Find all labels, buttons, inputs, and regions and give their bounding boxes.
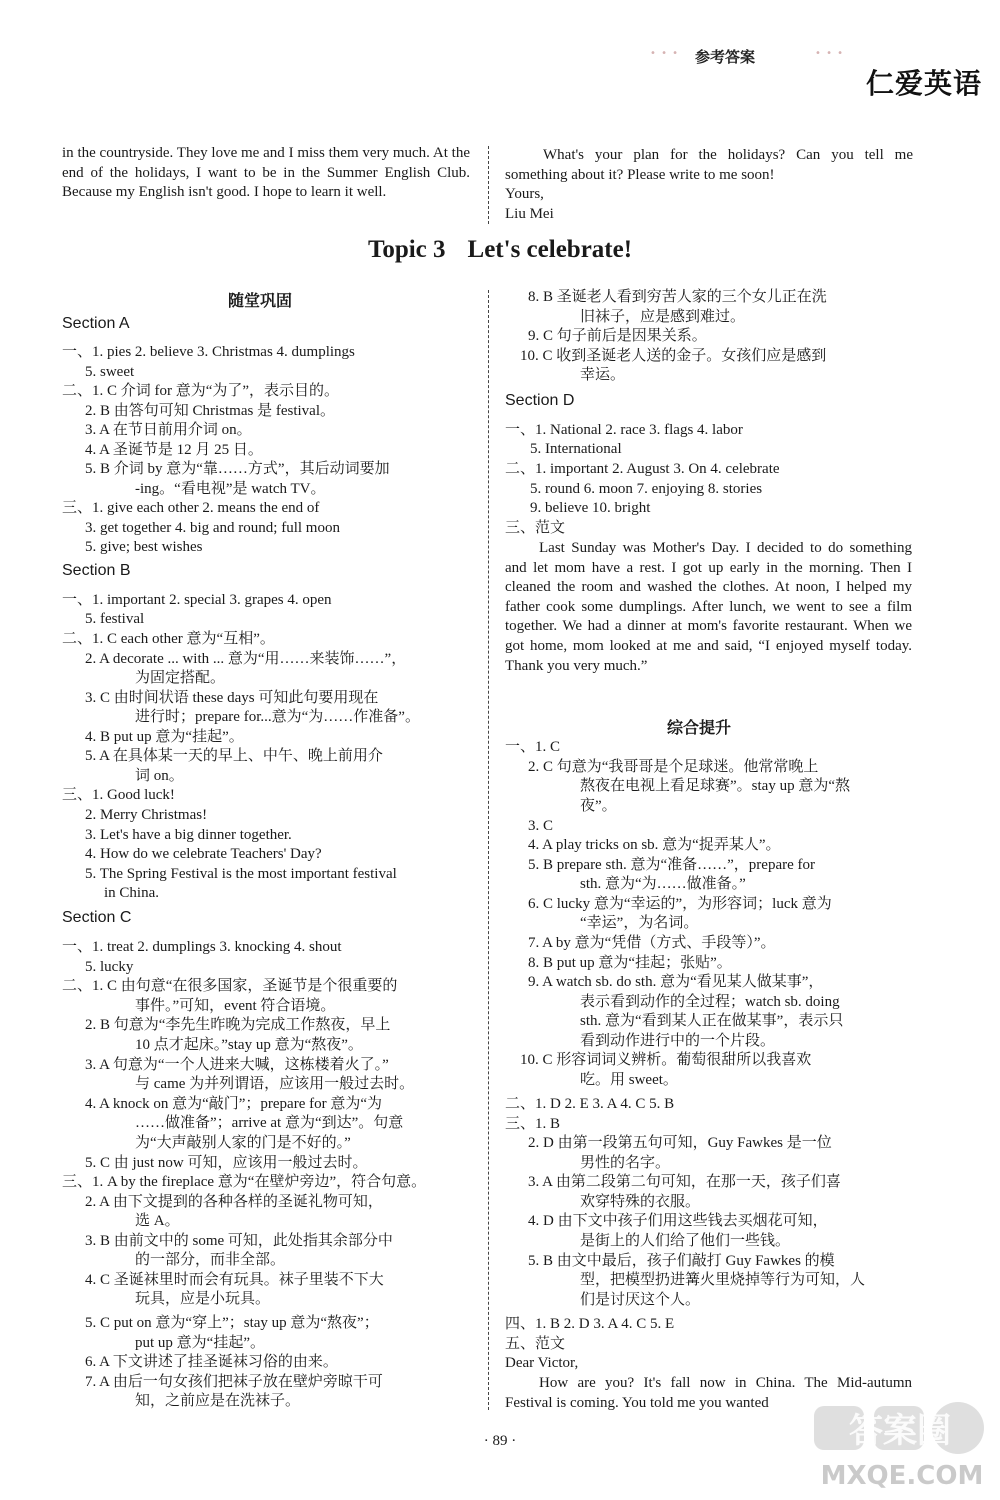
book-title: 仁爱英语 — [865, 67, 982, 100]
answer-line: 三、1. Good luck! — [62, 787, 175, 803]
answer-line: 2. D 由第一段第五句可知，Guy Fawkes 是一位 — [528, 1135, 832, 1151]
letter-closing: Yours, — [505, 186, 544, 203]
topic-name: Let's celebrate! — [467, 236, 633, 263]
answer-line: 7. A 由后一句女孩们把袜子放在壁炉旁晾干可 — [85, 1374, 383, 1390]
letter-text: What's your plan for the holidays? Can you tell me something about it? Please write to me soon! — [505, 147, 913, 183]
model-essay — [505, 539, 912, 676]
watermark-logo — [810, 1398, 995, 1493]
answer-line: 欢穿特殊的衣服。 — [580, 1194, 701, 1210]
answer-line: 进行时；prepare for...意为“为……作准备”。 — [135, 709, 420, 725]
answer-line: 8. B 圣诞老人看到穷苦人家的三个女儿正在洗 — [528, 289, 827, 305]
answer-line: 2. A 由下文提到的各种各样的圣诞礼物可知， — [85, 1194, 383, 1210]
answer-line: 词 on。 — [135, 768, 184, 784]
topic-title — [0, 236, 1000, 264]
running-head: 参考答案 — [695, 48, 756, 66]
answer-line: 4. A 圣诞节是 12 月 25 日。 — [85, 442, 263, 458]
answer-line: 夜”。 — [580, 798, 617, 814]
letter-ending — [505, 146, 913, 224]
answer-line: 3. C — [528, 818, 554, 834]
answer-line: 5. The Spring Festival is the most important festival — [85, 866, 397, 882]
page-number: · 89 · — [483, 1433, 517, 1449]
answer-line: 玩具，应是小玩具。 — [135, 1291, 271, 1307]
answer-line: 为“大声敲别人家的门是不好的。” — [135, 1135, 351, 1151]
answer-line: 6. A 下文讲述了挂圣诞袜习俗的由来。 — [85, 1354, 338, 1370]
section-heading: 综合提升 — [667, 718, 732, 737]
section-label: Section B — [62, 562, 131, 579]
answer-line: 二、1. C each other 意为“互相”。 — [62, 631, 275, 647]
section-label: Section D — [505, 392, 575, 409]
answer-line: 幸运。 — [580, 367, 626, 383]
answer-line: 10 点才起床。”stay up 意为“熬夜”。 — [135, 1037, 363, 1053]
answer-line: 男性的名字。 — [580, 1155, 671, 1171]
answer-line: 3. A 由第二段第二句可知，在那一天，孩子们喜 — [528, 1174, 841, 1190]
answer-line: 三、1. A by the fireplace 意为“在壁炉旁边”，符合句意。 — [62, 1174, 427, 1190]
answer-line: “幸运”，为名词。 — [580, 915, 699, 931]
answer-line: 型，把模型扔进篝火里烧掉等行为可知，人 — [580, 1272, 866, 1288]
answer-line: 7. A by 意为“凭借（方式、手段等）”。 — [528, 935, 776, 951]
answer-line: 5. sweet — [85, 364, 135, 380]
answer-line: 二、1. D 2. E 3. A 4. C 5. B — [505, 1096, 675, 1112]
answer-line: 5. B 由文中最后，孩子们敲打 Guy Fawkes 的模 — [528, 1253, 835, 1269]
answer-line: 一、1. National 2. race 3. flags 4. labor — [505, 422, 743, 438]
answer-line: 4. A knock on 意为“敲门”；prepare for 意为“为 — [85, 1096, 383, 1112]
answer-line: 4. C 圣诞袜里时而会有玩具。袜子里装不下大 — [85, 1272, 384, 1288]
topic-label: Topic 3 — [367, 236, 446, 263]
answer-line: 5. B prepare sth. 意为“准备……”，prepare for — [528, 857, 815, 873]
watermark-text: 答案圈 — [849, 1411, 951, 1451]
section-heading: 随堂巩固 — [228, 291, 293, 310]
answer-line: 熬夜在电视上看足球赛”。stay up 意为“熬 — [580, 778, 850, 794]
answer-line: in China. — [104, 885, 159, 901]
answer-line: 旧袜子，应是感到难过。 — [580, 309, 746, 325]
answer-line: 9. believe 10. bright — [530, 500, 651, 516]
answer-line: 事件。”可知，event 符合语境。 — [135, 998, 336, 1014]
answer-line: 吃。用 sweet。 — [580, 1072, 678, 1088]
answer-line: 二、1. important 2. August 3. On 4. celebrate — [505, 461, 780, 477]
answer-line: 3. A 在节日前用介词 on。 — [85, 422, 252, 438]
answer-line: 是街上的人们给了他们一些钱。 — [580, 1233, 791, 1249]
answer-line: 4. How do we celebrate Teachers' Day? — [85, 846, 322, 862]
answer-line: 三、1. give each other 2. means the end of — [62, 500, 320, 516]
answer-line: 5. International — [530, 441, 622, 457]
answer-line: 表示看到动作的全过程；watch sb. doing — [580, 994, 840, 1010]
answer-line: 3. Let's have a big dinner together. — [85, 827, 292, 843]
answer-line: 2. C 句意为“我哥哥是个足球迷。他常常晚上 — [528, 759, 819, 775]
answer-line: 3. B 由前文中的 some 可知，此处指其余部分中 — [85, 1233, 393, 1249]
answer-line: 一、1. important 2. special 3. grapes 4. open — [62, 592, 332, 608]
answer-line: 2. B 句意为“李先生昨晚为完成工作熬夜，早上 — [85, 1017, 391, 1033]
column-divider — [488, 146, 489, 224]
answer-line: 5. C 由 just now 可知，应该用一般过去时。 — [85, 1155, 368, 1171]
answer-line: 2. Merry Christmas! — [85, 807, 208, 823]
section-label: Section C — [62, 909, 132, 926]
column-divider — [488, 290, 489, 1410]
header-decoration: • • • — [815, 48, 845, 59]
answer-line: 3. A 句意为“一个人进来大喊，这栋楼着火了。” — [85, 1057, 389, 1073]
answer-line: 4. B put up 意为“挂起”。 — [85, 729, 244, 745]
answer-line: 4. D 由下文中孩子们用这些钱去买烟花可知， — [528, 1213, 828, 1229]
answer-line: 五、范文 — [505, 1336, 566, 1352]
answer-line: 2. B 由答句可知 Christmas 是 festival。 — [85, 403, 335, 419]
essay-text: How are you? It's fall now in China. The Mid-autumn Festival is coming. You told me you wanted — [505, 1375, 912, 1411]
answer-line: 3. C 由时间状语 these days 可知此句要用现在 — [85, 690, 379, 706]
answer-line: 二、1. C 由句意“在很多国家，圣诞节是个很重要的 — [62, 978, 398, 994]
answer-line: 4. A play tricks on sb. 意为“捉弄某人”。 — [528, 837, 781, 853]
answer-line: 们是讨厌这个人。 — [580, 1292, 701, 1308]
answer-line: 9. A watch sb. do sth. 意为“看见某人做某事”， — [528, 974, 824, 990]
answer-line: 6. C lucky 意为“幸运的”，为形容词；luck 意为 — [528, 896, 832, 912]
answer-line: 10. C 形容词词义辨析。葡萄很甜所以我喜欢 — [520, 1052, 812, 1068]
answer-line: 9. C 句子前后是因果关系。 — [528, 328, 707, 344]
answer-line: 5. A 在具体某一天的早上、中午、晚上前用介 — [85, 748, 383, 764]
answer-line: 选 A。 — [135, 1213, 180, 1229]
letter-signature: Liu Mei — [505, 205, 554, 222]
answer-line: 三、范文 — [505, 520, 566, 536]
answer-line: 二、1. C 介词 for 意为“为了”，表示目的。 — [62, 383, 340, 399]
answer-line: Dear Victor, — [505, 1355, 579, 1371]
answer-line: 5. give; best wishes — [85, 539, 203, 555]
header-decoration: • • • — [650, 48, 680, 59]
answer-line: 5. lucky — [85, 959, 134, 975]
answer-line: 与 came 为并列谓语，应该用一般过去时。 — [135, 1076, 415, 1092]
answer-line: ……做准备”；arrive at 意为“到达”。句意 — [135, 1115, 404, 1131]
answer-line: 2. A decorate ... with ... 意为“用……来装饰……”， — [85, 651, 407, 667]
answer-line: 一、1. pies 2. believe 3. Christmas 4. dumplings — [62, 344, 355, 360]
answer-line: 一、1. C — [505, 739, 561, 755]
answer-line: 5. festival — [85, 611, 145, 627]
watermark-url: MXQE.COM — [820, 1461, 984, 1491]
answer-line: 一、1. treat 2. dumplings 3. knocking 4. shout — [62, 939, 342, 955]
answer-line: 看到动作进行中的一个片段。 — [580, 1033, 776, 1049]
answer-line: put up 意为“挂起”。 — [135, 1335, 265, 1351]
answer-line: 知，之前应是在洗袜子。 — [135, 1393, 301, 1409]
letter-text: in the countryside. They love me and I miss them very much. At the end of the holidays, I want to be in the Summer English Club. Because my English isn't good. I hope to learn it well. — [62, 145, 470, 201]
answer-line: 10. C 收到圣诞老人送的金子。女孩们应是感到 — [520, 348, 827, 364]
letter-continuation — [62, 144, 470, 203]
essay-text: Last Sunday was Mother's Day. I decided to do something and let mom have a rest. I got up early in the morning. Then I cleaned the room and washed the clothes. At noon, I helped my father cook some dumplings. After lunch, we went to see a film together. We had a dinner at mom's favorite restaurant. When we got home, mom looked at me and said, “I enjoyed myself today. Thank you very much.” — [505, 540, 912, 674]
answer-line: sth. 意为“为……做准备。” — [580, 876, 746, 892]
answer-line: 5. round 6. moon 7. enjoying 8. stories — [530, 481, 763, 497]
section-label: Section A — [62, 315, 130, 332]
answer-line: sth. 意为“看到某人正在做某事”，表示只 — [580, 1013, 844, 1029]
answer-line: 5. C put on 意为“穿上”；stay up 意为“熬夜”； — [85, 1315, 379, 1331]
answer-line: 的一部分，而非全部。 — [135, 1252, 286, 1268]
answer-line: 3. get together 4. big and round; full moon — [85, 520, 340, 536]
answer-line: 为固定搭配。 — [135, 670, 226, 686]
answer-line: 四、1. B 2. D 3. A 4. C 5. E — [505, 1316, 675, 1332]
answer-line: 5. B 介词 by 意为“靠……方式”，其后动词要加 — [85, 461, 390, 477]
answer-line: -ing。“看电视”是 watch TV。 — [135, 481, 326, 497]
answer-line: 三、1. B — [505, 1116, 561, 1132]
answer-line: 8. B put up 意为“挂起；张贴”。 — [528, 955, 732, 971]
